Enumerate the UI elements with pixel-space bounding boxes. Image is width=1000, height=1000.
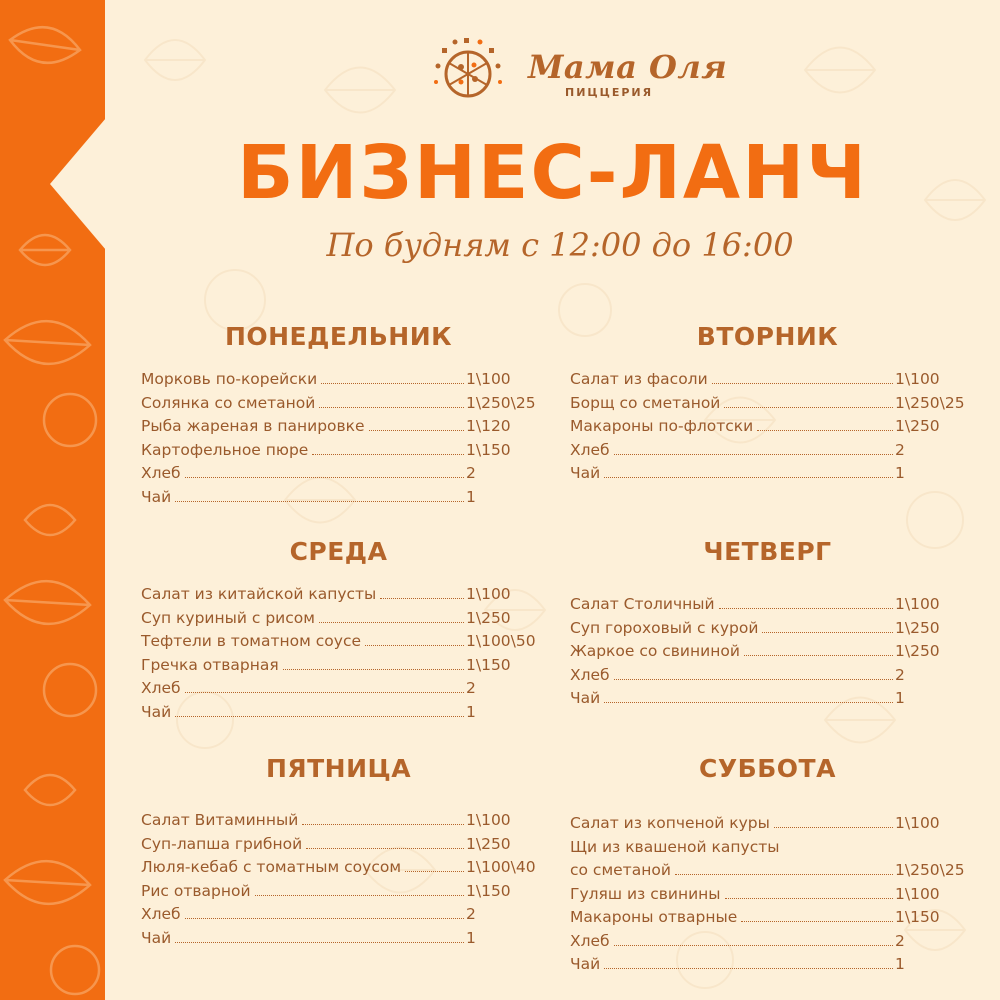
page-title: БИЗНЕС-ЛАНЧ [237,130,868,216]
menu-item-name: Хлеб [141,464,181,482]
menu-item-row [141,856,536,880]
dotted-leader [614,945,893,946]
menu-item-name: Суп гороховый с курой [570,618,759,637]
menu-item-row [570,930,965,954]
menu-item-portion: 1 [466,487,476,506]
menu-item-portion: 1\150 [466,440,511,459]
menu-item-row [141,486,536,510]
dotted-leader [744,655,893,656]
dotted-leader [175,716,464,717]
menu-item-portion: 1\250 [895,417,940,435]
dotted-leader [725,898,893,899]
menu-item-name: Хлеб [570,665,610,684]
menu-item-portion: 1 [895,689,905,707]
menu-item-name: Суп-лапша грибной [141,834,303,853]
day-section-monday [141,322,536,509]
menu-item-portion: 1\250\25 [895,393,965,412]
menu-list [141,368,536,509]
menu-item-row [141,607,536,631]
menu-item-name: Картофельное пюре [141,440,309,459]
menu-item-name: Жаркое со свининой [570,642,740,660]
menu-list [141,809,536,950]
menu-item-portion: 1 [895,464,905,482]
menu-item-row [570,640,965,664]
menu-item-row [141,677,536,701]
menu-item-portion: 1\250 [895,618,940,637]
menu-item-portion: 1\100 [466,585,511,603]
menu-item-name: Хлеб [141,679,181,697]
menu-item-row [570,617,965,641]
menu-item-row [141,880,536,904]
menu-item-portion: 1\150 [895,908,940,926]
menu-item-row [570,593,965,617]
menu-item-name: Морковь по-корейски [141,370,318,388]
brand-name: Мама Оля [528,48,728,86]
dotted-leader [312,454,464,455]
menu-item-row [570,859,965,883]
menu-item-portion: 1\100 [895,884,940,903]
day-section-wednesday [141,537,536,724]
day-title: СУББОТА [699,754,836,783]
menu-item-portion: 1\150 [466,881,511,900]
dotted-leader [380,598,464,599]
menu-item-row [141,439,536,463]
dotted-leader [712,383,893,384]
menu-item-row [570,439,965,463]
menu-item-portion: 1\100 [466,811,511,829]
pizza-logo-icon [428,36,508,106]
menu-item-portion: 1\250\25 [466,393,536,412]
dotted-leader [741,921,893,922]
menu-item-row [141,903,536,927]
menu-item-portion: 2 [466,464,476,482]
day-section-tuesday [570,322,965,486]
dotted-leader [306,848,464,849]
menu-item-portion: 1\250 [895,642,940,660]
brand-subtitle: ПИЦЦЕРИЯ [565,86,654,99]
dotted-leader [405,871,464,872]
menu-item-row [570,392,965,416]
menu-item-portion: 1\100 [895,595,940,613]
menu-item-row [141,415,536,439]
menu-item-portion: 1\250 [466,608,511,627]
menu-item-name: Макароны по-флотски [570,417,754,435]
dotted-leader [302,824,464,825]
day-title: ВТОРНИК [696,322,839,351]
dotted-leader [185,918,464,919]
dotted-leader [719,608,893,609]
menu-item-name: Рыба жареная в панировке [141,417,365,435]
menu-item-name: Хлеб [141,905,181,923]
menu-item-portion: 2 [895,440,905,459]
dotted-leader [283,669,464,670]
day-section-saturday [570,754,965,977]
menu-item-row [141,392,536,416]
menu-item-row [141,833,536,857]
menu-item-portion: 2 [466,679,476,697]
dotted-leader [175,501,464,502]
menu-item-name: Люля-кебаб с томатным соусом [141,858,402,876]
menu-item-row [141,583,536,607]
menu-item-name: со сметаной [570,861,671,879]
menu-item-row [570,836,965,860]
menu-item-portion: 1\250 [466,834,511,853]
brand-logo [428,36,728,106]
day-title: ПЯТНИЦА [265,754,412,783]
dotted-leader [175,942,464,943]
menu-item-name: Рис отварной [141,881,251,900]
day-title: СРЕДА [289,537,388,566]
menu-item-row [570,415,965,439]
dotted-leader [614,454,893,455]
menu-item-name: Салат Столичный [570,595,715,613]
menu-item-name: Гуляш из свинины [570,884,721,903]
menu-item-name: Щи из квашеной капусты [570,837,780,856]
menu-item-portion: 1\250\25 [895,861,965,879]
menu-item-name: Салат из копченой куры [570,814,770,832]
menu-item-row [141,368,536,392]
dotted-leader [369,430,464,431]
menu-item-portion: 2 [895,665,905,684]
menu-item-row [570,953,965,977]
menu-list [570,812,965,977]
menu-item-row [141,654,536,678]
menu-item-row [141,462,536,486]
menu-item-row [570,812,965,836]
menu-item-row [141,927,536,951]
menu-item-name: Чай [141,702,172,721]
menu-item-portion: 1\100 [895,814,940,832]
menu-item-name: Салат из китайской капусты [141,585,377,603]
menu-item-portion: 1\120 [466,417,511,435]
page-subtitle: По будням с 12:00 до 16:00 [326,226,794,264]
menu-item-name: Салат из фасоли [570,370,708,388]
dotted-leader [604,968,893,969]
menu-item-name: Макароны отварные [570,908,738,926]
dotted-leader [185,692,464,693]
day-title: ПОНЕДЕЛЬНИК [224,322,453,351]
dotted-leader [319,622,464,623]
menu-item-name: Борщ со сметаной [570,393,721,412]
menu-item-portion: 1 [466,928,476,947]
dotted-leader [762,632,893,633]
menu-item-name: Чай [570,955,601,973]
dotted-leader [185,477,464,478]
menu-item-row [570,462,965,486]
menu-item-name: Суп куриный с рисом [141,608,315,627]
dotted-leader [757,430,893,431]
dotted-leader [724,407,893,408]
menu-item-name: Салат Витаминный [141,811,299,829]
menu-list [570,368,965,486]
menu-item-name: Чай [141,487,172,506]
dotted-leader [604,477,893,478]
day-section-thursday [570,537,965,711]
menu-list [141,583,536,724]
menu-item-name: Чай [141,928,172,947]
day-section-friday [141,754,536,950]
menu-item-portion: 1\100\40 [466,858,536,876]
menu-item-portion: 1\150 [466,655,511,674]
menu-item-portion: 2 [466,905,476,923]
menu-item-portion: 2 [895,931,905,950]
menu-item-name: Чай [570,689,601,707]
menu-item-name: Чай [570,464,601,482]
menu-item-name: Хлеб [570,440,610,459]
menu-item-name: Гречка отварная [141,655,279,674]
menu-list [570,593,965,711]
menu-item-row [141,701,536,725]
dotted-leader [604,702,893,703]
dotted-leader [321,383,464,384]
menu-item-name: Хлеб [570,931,610,950]
menu-item-name: Тефтели в томатном соусе [141,632,361,650]
menu-item-row [570,368,965,392]
dotted-leader [255,895,464,896]
menu-item-row [570,664,965,688]
dotted-leader [614,679,893,680]
menu-item-portion: 1\100 [466,370,511,388]
dotted-leader [675,874,893,875]
menu-item-row [570,906,965,930]
menu-item-row [141,809,536,833]
menu-item-name: Солянка со сметаной [141,393,316,412]
menu-item-portion: 1 [895,955,905,973]
dotted-leader [319,407,464,408]
menu-item-portion: 1 [466,702,476,721]
day-title: ЧЕТВЕРГ [703,537,832,566]
dotted-leader [774,827,893,828]
menu-item-portion: 1\100 [895,370,940,388]
menu-item-row [570,687,965,711]
dotted-leader [365,645,464,646]
menu-item-portion: 1\100\50 [466,632,536,650]
menu-item-row [141,630,536,654]
menu-item-row [570,883,965,907]
